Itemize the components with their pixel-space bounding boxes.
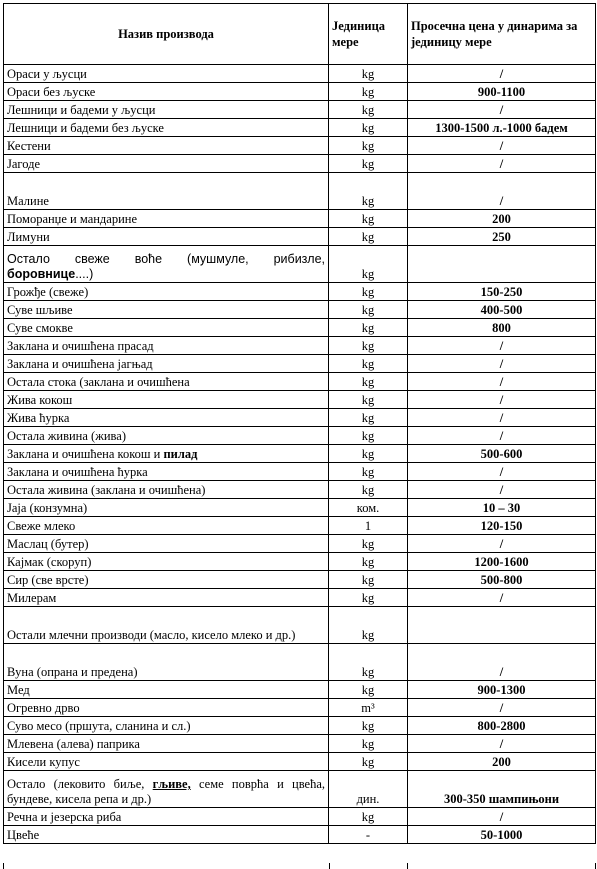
table-row [4,571,596,589]
unit-cell: kg [329,409,408,427]
table-row [4,753,596,771]
table-row [4,589,596,607]
unit-cell: kg [329,607,408,644]
header-product-name: Назив производа [4,4,329,65]
price-cell: 900-1300 [408,681,596,699]
product-name-cell: Мед [4,681,329,699]
product-name-cell: Кестени [4,137,329,155]
price-cell: / [408,808,596,826]
unit-cell: kg [329,301,408,319]
product-name-cell: Остала стока (заклана и очишћена [4,373,329,391]
table-row [4,681,596,699]
header-price: Просечна цена у динарима за јединицу мере [408,4,596,65]
unit-cell: kg [329,571,408,589]
product-name-cell: Лимуни [4,228,329,246]
product-name-cell: Заклана и очишћена јагњад [4,355,329,373]
product-name-cell: Остало (лековито биље, гљиве, семе поврћа и цвећа, бундеве, кисела репа и др.) [4,771,329,808]
price-cell: 800 [408,319,596,337]
price-cell: 120-150 [408,517,596,535]
product-name-cell: Свеже млеко [4,517,329,535]
unit-cell: дин. [329,771,408,808]
unit-cell: kg [329,283,408,301]
unit-cell: 1 [329,517,408,535]
unit-cell: kg [329,65,408,83]
price-table [3,3,596,844]
table-row [4,65,596,83]
table-row [4,427,596,445]
price-cell: 1200-1600 [408,553,596,571]
unit-cell: kg [329,173,408,210]
unit-cell: ком. [329,499,408,517]
unit-cell: kg [329,83,408,101]
price-cell [408,246,596,283]
table-row [4,228,596,246]
price-cell: / [408,355,596,373]
product-name-cell: Ораси без љуске [4,83,329,101]
price-cell: 500-800 [408,571,596,589]
unit-cell: kg [329,753,408,771]
unit-cell: kg [329,391,408,409]
table-row [4,607,596,644]
table-row [4,517,596,535]
table-row [4,155,596,173]
table-row [4,283,596,301]
price-cell: 800-2800 [408,717,596,735]
price-cell: / [408,137,596,155]
unit-cell: kg [329,337,408,355]
unit-cell: kg [329,101,408,119]
price-cell: / [408,699,596,717]
unit-cell: kg [329,445,408,463]
header-row [4,4,596,65]
price-cell [408,607,596,644]
product-name-cell: Малине [4,173,329,210]
unit-cell: kg [329,246,408,283]
unit-cell: kg [329,373,408,391]
product-name-cell: Млевена (алева) паприка [4,735,329,753]
table-row [4,699,596,717]
price-cell: / [408,155,596,173]
price-cell: 1300-1500 л.-1000 бадем [408,119,596,137]
table-row [4,463,596,481]
table-row [4,409,596,427]
unit-cell: - [329,826,408,844]
product-name-cell: Лешници и бадеми у љусци [4,101,329,119]
price-cell: / [408,337,596,355]
table-row [4,644,596,681]
price-cell: 10 – 30 [408,499,596,517]
price-cell: 400-500 [408,301,596,319]
price-cell: 50-1000 [408,826,596,844]
table-row [4,246,596,283]
price-cell: 200 [408,753,596,771]
unit-cell: kg [329,355,408,373]
unit-cell: kg [329,808,408,826]
product-name-cell: Остали млечни производи (масло, кисело млеко и др.) [4,607,329,644]
table-continuation-right [407,863,596,869]
table-row [4,337,596,355]
table-row [4,717,596,735]
price-cell: / [408,481,596,499]
product-name-cell: Грожђе (свеже) [4,283,329,301]
price-cell: 900-1100 [408,83,596,101]
unit-cell: kg [329,119,408,137]
table-row [4,499,596,517]
product-name-cell: Огревно дрво [4,699,329,717]
product-name-cell: Кисели купус [4,753,329,771]
table-row [4,808,596,826]
product-name-cell: Поморанџе и мандарине [4,210,329,228]
unit-cell: kg [329,319,408,337]
price-cell: / [408,535,596,553]
unit-cell: kg [329,481,408,499]
price-cell: / [408,391,596,409]
unit-cell: kg [329,210,408,228]
product-name-cell: Јаја (конзумна) [4,499,329,517]
price-cell: / [408,589,596,607]
product-name-cell: Заклана и очишћена прасад [4,337,329,355]
unit-cell: kg [329,427,408,445]
unit-cell: kg [329,644,408,681]
table-row [4,771,596,808]
table-row [4,445,596,463]
price-cell: / [408,101,596,119]
table-row [4,373,596,391]
product-name-cell: Заклана и очишћена ћурка [4,463,329,481]
table-row [4,137,596,155]
price-cell: 200 [408,210,596,228]
emphasis-text: боровнице [7,267,76,281]
price-cell: 300-350 шампињони [408,771,596,808]
price-cell: / [408,173,596,210]
price-cell: / [408,373,596,391]
product-name-cell: Цвеће [4,826,329,844]
product-name-cell: Јагоде [4,155,329,173]
unit-cell: kg [329,553,408,571]
emphasis-text: пилад [163,447,198,461]
price-cell: 150-250 [408,283,596,301]
unit-cell: kg [329,463,408,481]
product-name-cell: Суво месо (пршута, сланина и сл.) [4,717,329,735]
table-row [4,553,596,571]
table-row [4,101,596,119]
header-unit: Јединица мере [329,4,408,65]
product-name-cell: Маслац (бутер) [4,535,329,553]
product-name-cell: Остало свеже воће (мушмуле, рибизле, боровнице....) [4,246,329,283]
product-name-cell: Остала живина (жива) [4,427,329,445]
unit-cell: m³ [329,699,408,717]
price-cell: / [408,463,596,481]
unit-cell: kg [329,717,408,735]
table-row [4,826,596,844]
table-row [4,173,596,210]
product-name-cell: Суве шљиве [4,301,329,319]
product-name-cell: Вуна (опрана и предена) [4,644,329,681]
price-cell: / [408,644,596,681]
table-row [4,735,596,753]
emphasis-text: гљиве, [152,777,191,791]
product-name-cell: Остала живина (заклана и очишћена) [4,481,329,499]
table-row [4,119,596,137]
product-name-cell: Жива кокош [4,391,329,409]
product-name-cell: Ораси у љусци [4,65,329,83]
table-row [4,391,596,409]
unit-cell: kg [329,589,408,607]
price-cell: / [408,735,596,753]
unit-cell: kg [329,228,408,246]
price-cell: / [408,409,596,427]
product-name-cell: Суве смокве [4,319,329,337]
table-row [4,301,596,319]
product-name-cell: Речна и језерска риба [4,808,329,826]
table-row [4,210,596,228]
unit-cell: kg [329,735,408,753]
unit-cell: kg [329,137,408,155]
product-name-cell: Кајмак (скоруп) [4,553,329,571]
product-name-cell: Жива ћурка [4,409,329,427]
product-name-cell: Сир (све врсте) [4,571,329,589]
unit-cell: kg [329,535,408,553]
product-name-cell: Заклана и очишћена кокош и пилад [4,445,329,463]
table-row [4,319,596,337]
price-cell: 250 [408,228,596,246]
product-name-cell: Лешници и бадеми без љуске [4,119,329,137]
table-row [4,355,596,373]
table-row [4,481,596,499]
unit-cell: kg [329,155,408,173]
product-name-cell: Милерам [4,589,329,607]
unit-cell: kg [329,681,408,699]
price-cell: / [408,65,596,83]
table-row [4,83,596,101]
price-cell: / [408,427,596,445]
price-cell: 500-600 [408,445,596,463]
table-row [4,535,596,553]
table-continuation-left [3,863,330,869]
